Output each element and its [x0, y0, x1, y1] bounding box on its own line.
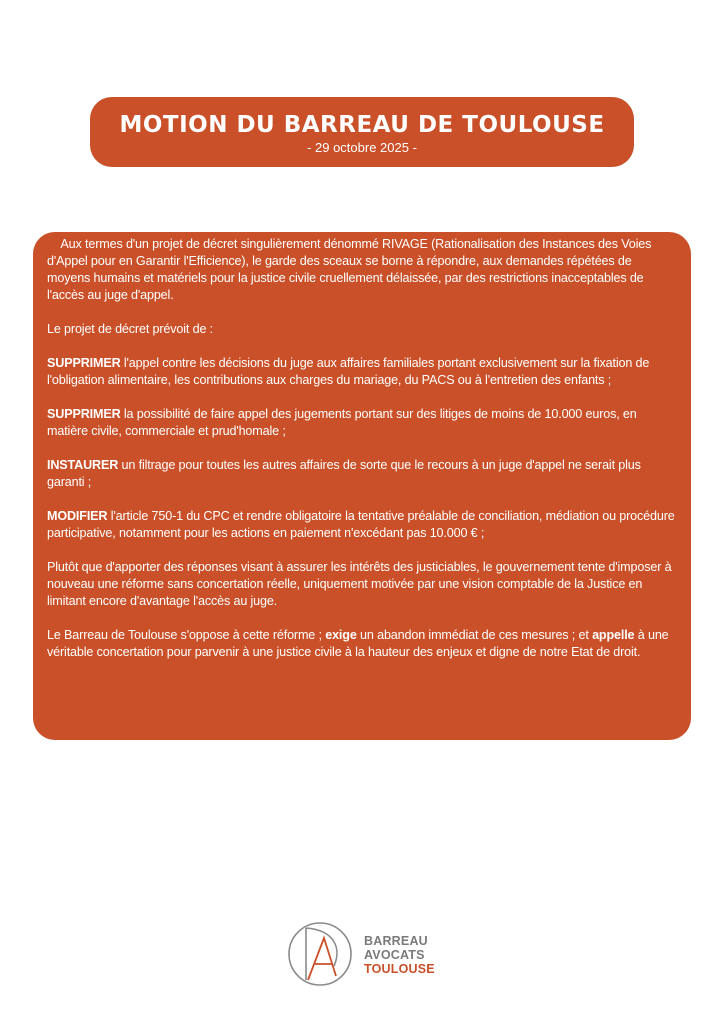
measure-keyword: SUPPRIMER	[47, 407, 121, 421]
logo-emblem-icon	[284, 920, 356, 988]
exige-keyword: exige	[325, 628, 357, 642]
conclusion-paragraph	[47, 627, 675, 661]
lead-paragraph: Le projet de décret prévoit de :	[47, 322, 214, 336]
appelle-keyword: appelle	[592, 628, 635, 642]
page-title: MOTION DU BARREAU DE TOULOUSE	[119, 112, 605, 138]
intro-text: Aux termes d'un projet de décret singulièrement dénommé RIVAGE (Rationalisation des Instances des Voies d'Appel pour en Garantir l'Efficience), le garde des sceaux se borne à répondre, aux demandes répétées de moyens humains et matériels pour la justice civile cruellement délaissée, par des restrictions inacceptables de l'accès au juge d'appel.	[47, 237, 652, 302]
measure-keyword: INSTAURER	[47, 458, 119, 472]
rather-paragraph: Plutôt que d'apporter des réponses visant à assurer les intérêts des justiciables, le gouvernement tente d'imposer à nouveau une réforme sans concertation réelle, uniquement motivée par une vision comptable de la Justice en limitant encore d'avantage l'accès au juge.	[47, 560, 672, 608]
motion-body	[33, 232, 691, 740]
measure-keyword: MODIFIER	[47, 509, 108, 523]
title-banner	[90, 97, 634, 167]
logo-wordmark	[364, 934, 435, 976]
intro-paragraph	[47, 236, 675, 304]
logo-line-toulouse: TOULOUSE	[364, 962, 435, 976]
measure-text: la possibilité de faire appel des jugements portant sur des litiges de moins de 10.000 euros, en matière civile, commerciale et prud'homale ;	[47, 407, 637, 438]
logo-line-avocats: AVOCATS	[364, 948, 425, 962]
logo-line-barreau: BARREAU	[364, 934, 428, 948]
date-subtitle: - 29 octobre 2025 -	[307, 140, 417, 155]
measure-text: l'appel contre les décisions du juge aux affaires familiales portant exclusivement sur la fixation de l'obligation alimentaire, les contributions aux charges du mariage, du PACS ou à l'entretien des enfants ;	[47, 356, 650, 387]
measure-item	[47, 508, 675, 542]
barreau-logo	[284, 918, 444, 990]
measure-text: un filtrage pour toutes les autres affaires de sorte que le recours à un juge d'appel ne serait plus garanti ;	[47, 458, 641, 489]
measure-keyword: SUPPRIMER	[47, 356, 121, 370]
measure-item	[47, 457, 675, 491]
measure-item	[47, 355, 675, 389]
conclusion-text: Le Barreau de Toulouse s'oppose à cette réforme ;	[47, 628, 326, 642]
conclusion-text: à une véritable concertation pour parvenir à une justice civile à la hauteur des enjeux et digne de notre Etat de droit.	[47, 628, 669, 659]
measure-item	[47, 406, 675, 440]
conclusion-text: un abandon immédiat de ces mesures ; et	[356, 628, 593, 642]
measure-text: l'article 750-1 du CPC et rendre obligatoire la tentative préalable de conciliation, médiation ou procédure participative, notamment pour les actions en paiement n'excédant pas 10.000 € ;	[47, 509, 675, 540]
